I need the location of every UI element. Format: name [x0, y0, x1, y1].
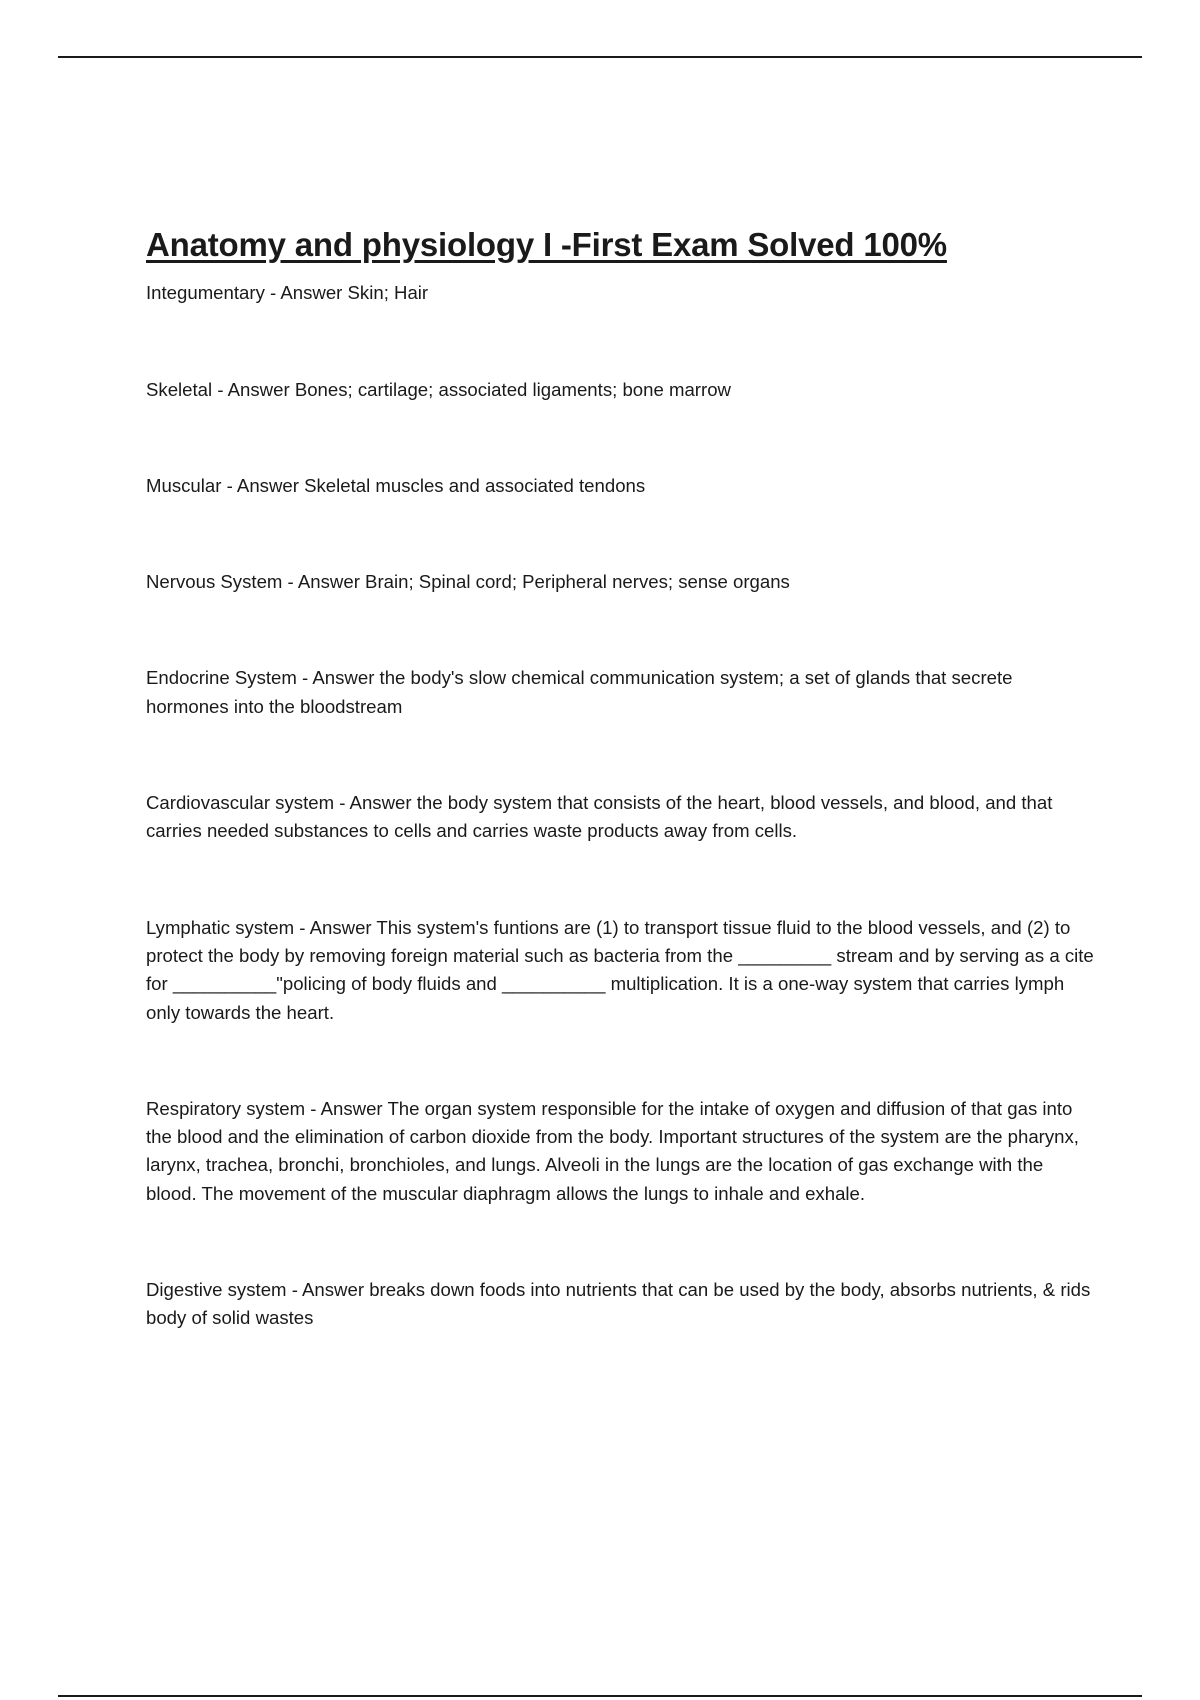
qa-endocrine-system: Endocrine System - Answer the body's slow chemical communication system; a set of glands that secrete hormones into the bloodstream	[146, 667, 1013, 717]
document-title: Anatomy and physiology I -First Exam Solved 100%	[146, 226, 947, 263]
footer-rule	[58, 1695, 1142, 1697]
qa-cardiovascular-system: Cardiovascular system - Answer the body system that consists of the heart, blood vessels, and blood, and that carries needed substances to cells and carries waste products away from cells.	[146, 792, 1053, 842]
qa-integumentary: Integumentary - Answer Skin; Hair	[146, 282, 429, 304]
qa-nervous-system: Nervous System - Answer Brain; Spinal cord; Peripheral nerves; sense organs	[146, 571, 790, 593]
qa-digestive-system: Digestive system - Answer breaks down foods into nutrients that can be used by the body, absorbs nutrients, & rids body of solid wastes	[146, 1279, 1091, 1329]
header-rule	[58, 56, 1142, 58]
qa-lymphatic-system: Lymphatic system - Answer This system's funtions are (1) to transport tissue fluid to the blood vessels, and (2) to protect the body by removing foreign material such as bacteria from the _________ stream and by serving as a cite for __________"policing of body fluids and __________ multiplication. It is a one-way system that carries lymph only towards the heart.	[146, 916, 1094, 1023]
qa-skeletal: Skeletal - Answer Bones; cartilage; associated ligaments; bone marrow	[146, 378, 731, 400]
qa-respiratory-system: Respiratory system - Answer The organ system responsible for the intake of oxygen and diffusion of that gas into the blood and the elimination of carbon dioxide from the body. Important structures of the system are the pharynx, larynx, trachea, bronchi, bronchioles, and lungs. Alveoli in the lungs are the location of gas exchange with the blood. The movement of the muscular diaphragm allows the lungs to inhale and exhale.	[146, 1097, 1079, 1204]
qa-muscular: Muscular - Answer Skeletal muscles and associated tendons	[146, 474, 646, 496]
document-body	[146, 224, 1096, 1333]
